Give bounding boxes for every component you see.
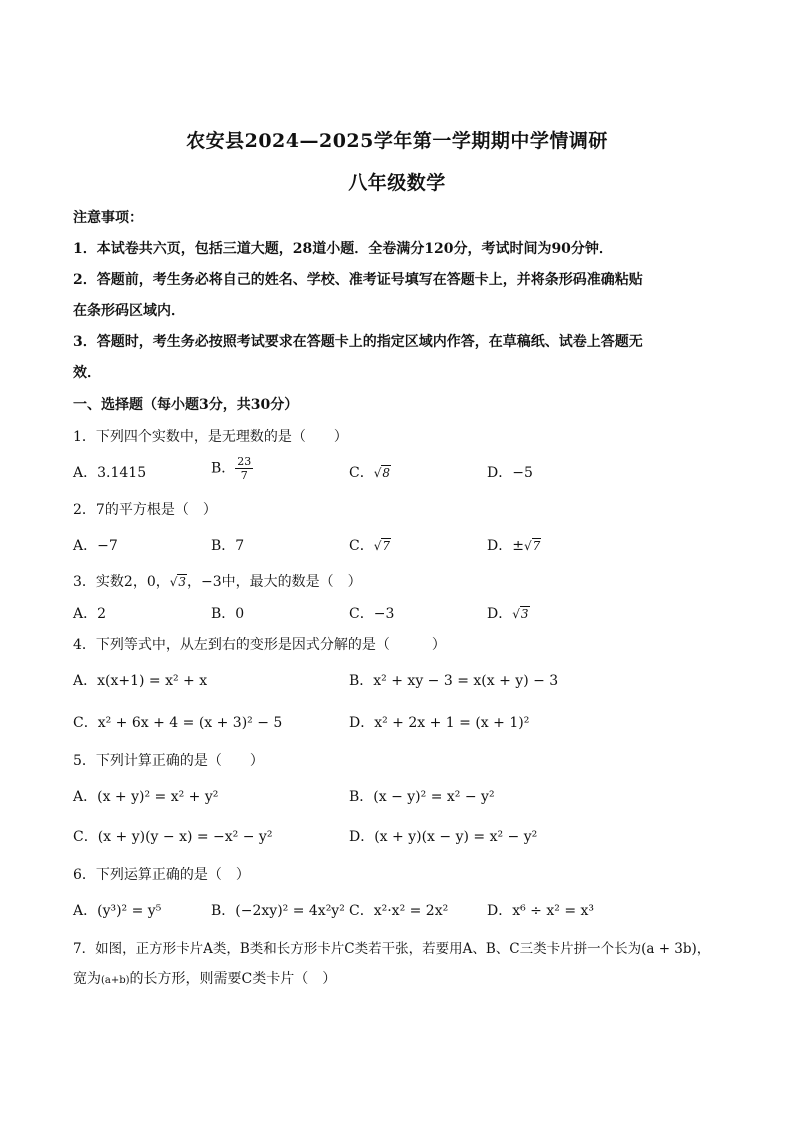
- q5-option-b: B．(x − y)² = x² − y²: [349, 789, 495, 805]
- radicand: 7: [382, 539, 391, 553]
- q3-stem-post: ，−3中，最大的数是（ ）: [187, 574, 362, 590]
- radicand: 3: [178, 575, 187, 589]
- notice-item-3: 3．答题时，考生务必按照考试要求在答题卡上的指定区域内作答，在草稿纸、试卷上答题无: [73, 334, 643, 350]
- q4-option-c: C．x² + 6x + 4 = (x + 3)² − 5: [73, 715, 283, 731]
- notice-heading: 注意事项：: [73, 210, 143, 226]
- q3-option-d: [487, 603, 530, 623]
- notice-item-1: 1．本试卷共六页，包括三道大题，28道小题．全卷满分120分，考试时间为90分钟．: [73, 241, 613, 257]
- notice-item-3-cont: 效．: [73, 365, 101, 381]
- q1-option-b-label: B．: [211, 460, 236, 477]
- radicand: 8: [382, 466, 391, 480]
- q1-option-c: [349, 462, 391, 482]
- q3-option-b: B．0: [211, 606, 245, 622]
- q7-line2-pre: 宽为: [73, 971, 101, 987]
- q5-option-a: A．(x + y)² = x² + y²: [73, 789, 219, 805]
- sqrt-icon: √8: [373, 466, 391, 480]
- q4-option-a: A．x(x+1) = x² + x: [73, 673, 208, 689]
- q5-option-c: C．(x + y)(y − x) = −x² − y²: [73, 829, 273, 845]
- question-7-line-1: 7．如图，正方形卡片A类，B类和长方形卡片C类若干张，若要用A、B、C三类卡片拼一个长为(a + 3b)，: [73, 941, 711, 957]
- fraction-denominator: 7: [240, 469, 248, 482]
- q1-option-a: A．3.1415: [73, 465, 147, 481]
- q5-option-d: D．(x + y)(x − y) = x² − y²: [349, 829, 538, 845]
- question-3-stem: [73, 571, 362, 591]
- question-1-stem: 1．下列四个实数中，是无理数的是（ ）: [73, 429, 348, 445]
- q1-option-c-label: C．: [349, 465, 374, 481]
- q6-option-b: B．(−2xy)² = 4x²y²: [211, 903, 345, 919]
- radicand: 3: [520, 607, 529, 621]
- q2-option-d-label: D．±: [487, 538, 524, 554]
- section-heading: 一、选择题（每小题3分，共30分）: [73, 397, 299, 413]
- q2-option-c-label: C．: [349, 538, 374, 554]
- q3-option-a: A．2: [73, 606, 107, 622]
- q1-option-d: D．−5: [487, 465, 533, 481]
- q4-option-b: B．x² + xy − 3 = x(x + y) − 3: [349, 673, 559, 689]
- q6-option-d: D．x⁶ ÷ x² = x³: [487, 903, 595, 919]
- q1-option-b: [211, 455, 253, 482]
- q7-dimension: (a+b): [101, 975, 130, 986]
- sqrt-icon: √7: [373, 539, 391, 553]
- notice-item-2: 2．答题前，考生务必将自己的姓名、学校、准考证号填写在答题卡上，并将条形码准确粘贴: [73, 272, 643, 288]
- q7-line2-post: 的长方形，则需要C类卡片（ ）: [129, 971, 337, 987]
- q3-option-d-label: D．: [487, 606, 513, 622]
- q2-option-b: B．7: [211, 538, 245, 554]
- q2-option-d: [487, 535, 541, 555]
- q2-option-c: [349, 535, 391, 555]
- fraction-numerator: 23: [237, 455, 252, 468]
- exam-subtitle: 八年级数学: [348, 172, 446, 194]
- fraction: [235, 455, 253, 482]
- exam-title: 农安县2024—2025学年第一学期期中学情调研: [186, 130, 608, 152]
- q3-stem-pre: 3．实数2，0，: [73, 574, 170, 590]
- question-6-stem: 6．下列运算正确的是（ ）: [73, 867, 250, 883]
- q2-option-a: A．−7: [73, 538, 118, 554]
- q6-option-a: A．(y³)² = y⁵: [73, 903, 162, 919]
- sqrt-icon: √3: [169, 575, 187, 589]
- question-5-stem: 5．下列计算正确的是（ ）: [73, 753, 264, 769]
- sqrt-icon: √3: [512, 607, 529, 621]
- question-4-stem: 4．下列等式中，从左到右的变形是因式分解的是（ ）: [73, 637, 446, 653]
- q6-option-c: C．x²·x² = 2x²: [349, 903, 449, 919]
- notice-item-2-cont: 在条形码区域内．: [73, 303, 185, 319]
- question-7-line-2: [73, 968, 336, 988]
- question-2-stem: 2．7的平方根是（ ）: [73, 502, 217, 518]
- sqrt-icon: √7: [523, 539, 541, 553]
- q3-option-c: C．−3: [349, 606, 395, 622]
- q4-option-d: D．x² + 2x + 1 = (x + 1)²: [349, 715, 530, 731]
- radicand: 7: [532, 539, 541, 553]
